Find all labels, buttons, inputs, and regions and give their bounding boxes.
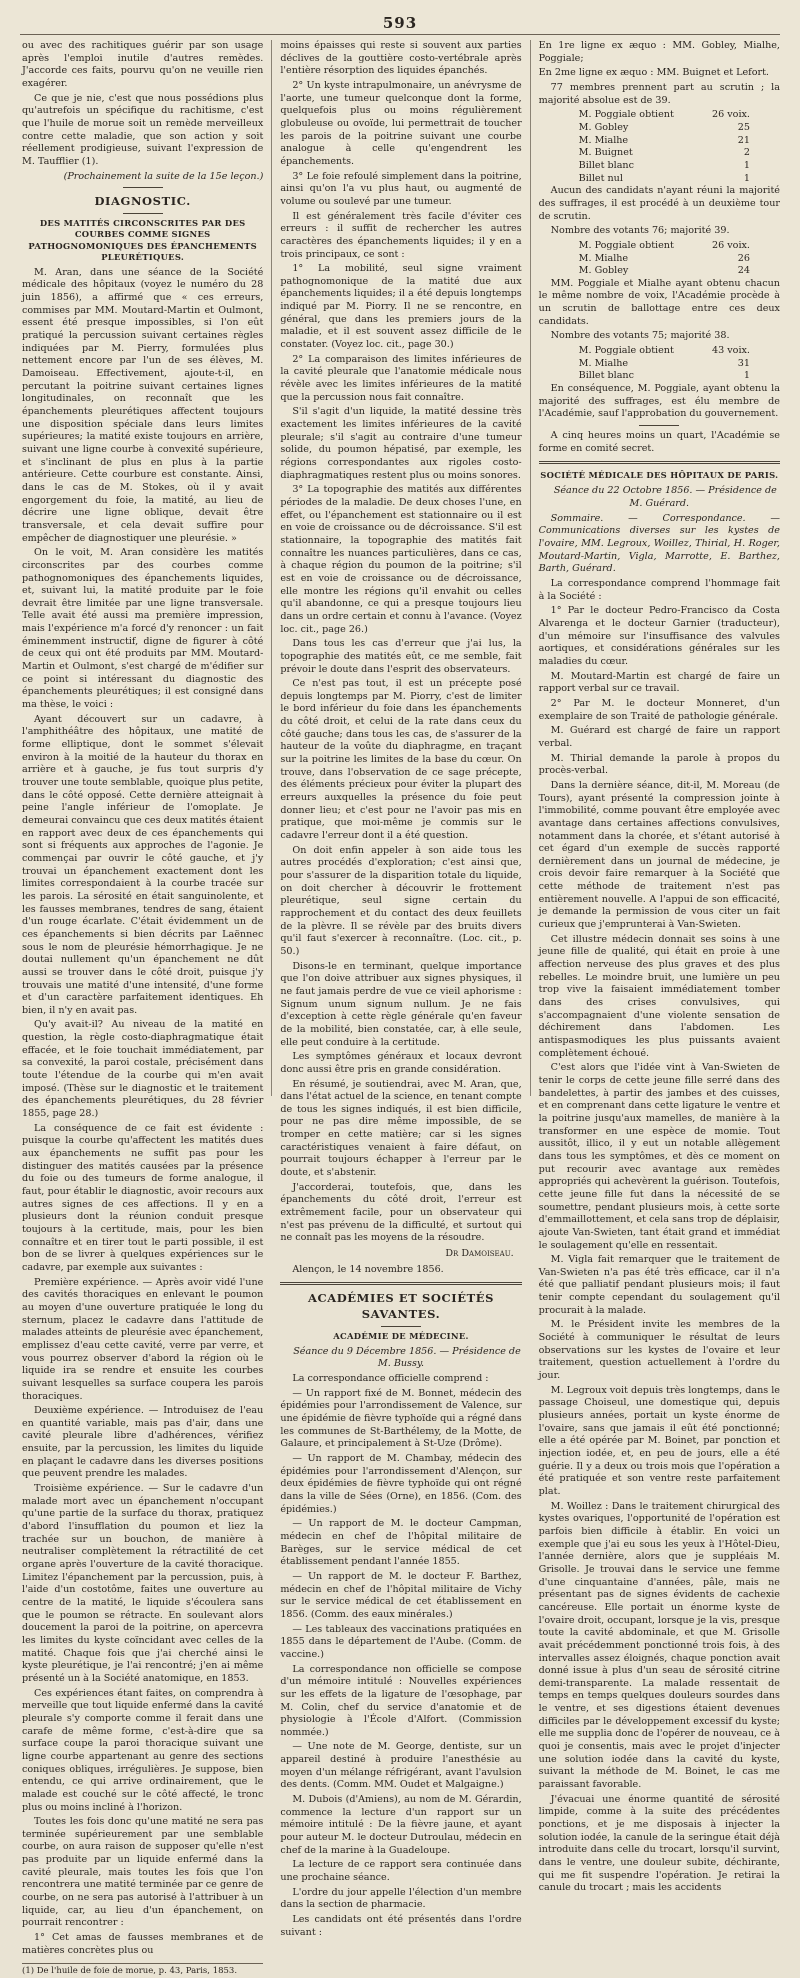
column-3 bbox=[530, 40, 780, 1894]
paragraph: 2° Par M. le docteur Monneret, d'un exemplaire de son Traité de pathologie générale. bbox=[538, 697, 780, 722]
paragraph: M. Vigla fait remarquer que le traitement de Van-Swieten n'a pas été très efficace, car il n'a été que palliatif pendant plusieurs mois; il faut tenir compte cependant du soulagement qu'il procurait à la malade. bbox=[538, 1254, 780, 1316]
paragraph: 1° Par le docteur Pedro-Francisco da Costa Alvarenga et le docteur Garnier (traducteur), d'un mémoire sur l'insuffisance des valvules aortiques, et considérations générales sur les maladies du cœur. bbox=[538, 605, 780, 667]
paragraph: J'évacuai une énorme quantité de sérosité limpide, comme à la suite des précédentes ponctions, et je me disposais à injecter la solution iodée, la canule de la seringue était déjà introduite dans celle du trocart, lorsqu'il survint, dans le ventre, une douleur subite, déchirante, qui me fit suspendre l'opération. Je retirai la canule du trocart ; mais les accidents bbox=[538, 1793, 780, 1894]
divider bbox=[381, 1326, 421, 1327]
paragraph: Nombre des votants 75; majorité 38. bbox=[550, 330, 730, 342]
paragraph: La correspondance non officielle se compose d'un mémoire intitulé : Nouvelles expériences sur les effets de la ligature de l'œsophage, par M. Colin, chef du service d'anatomie et de physiologie à l'École d'Alfort. (Commission nommée.) bbox=[280, 1663, 522, 1738]
paragraph: — Une note de M. George, dentiste, sur un appareil destiné à produire l'anesthésie au moyen d'un mélange réfrigérant, avant l'avulsion des dents. (Comm. MM. Oudet et Malgaigne.) bbox=[280, 1741, 522, 1791]
paragraph: La conséquence de ce fait est évidente : puisque la courbe qu'affectent les matités dues aux épanchements ne suffit pas pour les distinguer des matités causées par la présence du foie ou des tumeurs de forme analogue, il faut, pour établir le diagnostic, avoir recours aux autres signes de ces affections. Il y en a plusieurs dont la réunion conduit presque toujours à la certitude, mais, pour les bien connaître et en tirer tout le parti possible, il est bon de se livrer à quelques expériences sur le cadavre, par exemple aux suivantes : bbox=[22, 1122, 264, 1273]
vote-row: M. Mialhe 26 bbox=[578, 252, 750, 264]
paragraph: C'est alors que l'idée vint à Van-Swieten de tenir le corps de cette jeune fille serré dans des bandelettes, à partir des jambes et des cuisses, et en comprenant dans cette ligature le ventre et la poitrine jusqu'aux mamelles, de manière à la transformer en une espèce de momie. Tout aussitôt, illico, il y eut un notable allègement dans tous les symptômes, et dès ce moment on put recourir avec avantage aux remèdes appropriés qui achevèrent la guérison. Toutefois, cette jeune fille fut dans la nécessité de se soumettre, pendant plusieurs mois, à cette sorte d'emmaillottement, et cela sans trop de déplaisir, ajoute Van-Swieten, tant était grand et immédiat le soulagement qu'elle en ressentait. bbox=[538, 1062, 780, 1251]
paragraph: 3° La topographie des matités aux différentes périodes de la maladie. De deux choses l'une, en effet, ou l'épanchement est stationnaire ou il est en voie de croissance ou de décroissance. S'il est stationnaire, la topographie des matités fait connaître les nuances particulières, dans ce cas, à chaque région du poumon de la poitrine; s'il est en voie de croissance ou de décroissance, elle montre les régions qu'il envahit ou celles qu'il abandonne, ce qui a presque toujours lieu dans un ordre certain et connu à l'avance. (Voyez loc. cit., page 26.) bbox=[280, 484, 522, 635]
paragraph: Dans la dernière séance, dit-il, M. Moreau (de Tours), ayant présenté la compression jointe à l'immobilité, comme pouvant être employée avec avantage dans certaines affections convulsives, notamment dans la chorée, et s'étant autorisé à cet égard d'un exemple de succès rapporté dernièrement dans un journal de médecine, je crois devoir faire remarquer à la Société que cette méthode de traitement n'est pas entièrement nouvelle. A l'appui de son efficacité, je demande la permission de vous citer un fait curieux que j'emprunterai à Van-Swieten. bbox=[538, 779, 780, 931]
session-line: Séance du 9 Décembre 1856. — Présidence de M. Bussy. bbox=[293, 1345, 521, 1370]
paragraph: MM. Poggiale et Mialhe ayant obtenu chacun le même nombre de voix, l'Académie procède à un scrutin de ballottage entre ces deux candidats. bbox=[538, 277, 780, 327]
paragraph: M. Aran, dans une séance de la Société médicale des hôpitaux (voyez le numéro du 28 juin 1856), a affirmé que « ces erreurs, commises par MM. Moutard-Martin et Oulmont, essent été presque impossibles, si l'on eût pratiqué la percussion suivant certaines règles indiquées par M. Pierry, formulées plus nettement encore par l'un de ses élèves, M. Damoiseau. Effectivement, ajoute-t-il, en percutant la poitrine suivant certaines lignes longitudinales, on reconnaît que les épanchements pleurétiques affectent toujours une disposition spéciale dans leurs limites supérieures; la matité existe toujours en arrière, suivant une ligne courbe à convexité supérieure, et s'inclinant de plus en plus à la partie antérieure. Cette courbure est constante. Ainsi, dans le cas de M. Stokes, où il y avait engorgement du foie, la matité, au lieu de décrire une ligne oblique, devait être transversale, et cela devait suffire pour empêcher de diagnostiquer une pleurésie. » bbox=[22, 266, 264, 544]
vote-row: M. Poggiale obtient 43 voix. bbox=[578, 345, 750, 357]
divider bbox=[123, 213, 163, 214]
vote-row: M. Buignet 2 bbox=[578, 147, 750, 159]
paragraph: On le voit, M. Aran considère les matités circonscrites par des courbes comme pathognomoniques des épanchements liquides, et, suivant lui, la matité produite par le foie devrait être limitée par une ligne transversale. Telle avait été aussi ma première impression, mais l'expérience m'a forcé d'y renoncer : un fait éminemment instructif, digne de figurer à côté de ceux qui ont été produits par MM. Moutard-Martin et Oulmont, s'est chargé de m'édifier sur ce point si intéressant du diagnostic des épanchements pleurétiques; il est consigné dans ma thèse, le voici : bbox=[22, 547, 264, 711]
vote-row: M. Poggiale obtient 26 voix. bbox=[578, 239, 750, 251]
paragraph: Toutes les fois donc qu'une matité ne sera pas terminée supérieurement par une semblable courbe, on aura raison de supposer qu'elle n'est pas produite par un liquide enfermé dans la cavité pleurale, mais toutes les fois que l'on rencontrera une matité terminée par ce genre de courbe, on ne sera pas autorisé à l'attribuer à un liquide, car, au lieu d'un épanchement, on pourrait rencontrer : bbox=[22, 1816, 264, 1929]
divider bbox=[539, 461, 780, 464]
paragraph: — Les tableaux des vaccinations pratiquées en 1855 dans le département de l'Aube. (Comm. de vaccine.) bbox=[280, 1623, 522, 1660]
continuation-note: (Prochainement la suite de la 15e leçon.) bbox=[63, 170, 264, 182]
columns bbox=[22, 40, 780, 1977]
paragraph: — Un rapport de M. le docteur F. Barthez, médecin en chef de l'hôpital militaire de Vichy sur le service médical de cet établissement en 1856. (Comm. des eaux minérales.) bbox=[280, 1570, 522, 1620]
vote-row: M. Gobley 24 bbox=[578, 265, 750, 277]
paragraph: Les candidats ont été présentés dans l'ordre suivant : bbox=[280, 1914, 522, 1938]
paragraph: M. Guérard est chargé de faire un rapport verbal. bbox=[538, 725, 780, 749]
paragraph: M. Legroux voit depuis très longtemps, dans le passage Choiseul, une domestique qui, depuis plusieurs années, portait un kyste énorme de l'ovaire, sans que jamais il eût été ponctionné; elle a été opérée par M. Boinet, par ponction et injection iodée, et, en peu de jours, elle a été guérie. Il y a deux ou trois mois que l'opération a été pratiquée et son ventre reste parfaitement plat. bbox=[538, 1384, 780, 1497]
paragraph: M. Woillez : Dans le traitement chirurgical des kystes ovariques, l'opportunité de l'opération est parfois bien difficile à établir. En voici un exemple que j'ai eu sous les yeux à l'Hôtel-Dieu, l'année dernière, alors que je suppléais M. Grisolle. Je trouvai dans le service une femme d'une cinquantaine d'années, pâle, mais ne présentant pas de signes évidents de cachexie cancéreuse. Elle portait un énorme kyste de l'ovaire droit, occupant, lorsque je la vis, presque toute la cavité abdominale, et que M. Grisolle avait précédemment ponctionné trois fois, à des intervalles assez éloignés, chaque ponction avait donné issue à plus d'un seau de sérosité citrine demi-transparente. La malade ressentait de temps en temps quelques douleurs sourdes dans le ventre, et ses digestions étaient devenues difficiles par le développement excessif du kyste; elle me supplia donc de l'opérer de nouveau, ce à quoi je consentis, mais avec le projet d'injecter une solution iodée dans la cavité du kyste, suivant la méthode de M. Boinet, le cas me paraissant favorable. bbox=[538, 1500, 780, 1791]
paragraph: 1° Cet amas de fausses membranes et de matières concrètes plus ou bbox=[22, 1932, 264, 1956]
header-rule bbox=[20, 34, 780, 35]
paragraph: La correspondance officielle comprend : bbox=[292, 1373, 489, 1385]
divider bbox=[280, 1282, 521, 1285]
session-line: Séance du 22 Octobre 1856. — Présidence de M. Guérard. bbox=[553, 485, 777, 510]
vote-row: Billet nul 1 bbox=[578, 172, 750, 184]
paragraph: En conséquence, M. Poggiale, ayant obtenu la majorité des suffrages, est élu membre de l'Académie, sauf l'approbation du gouvernement. bbox=[538, 383, 780, 420]
paragraph: Première expérience. — Après avoir vidé l'une des cavités thoraciques en enlevant le poumon au moyen d'une ouverture pratiquée le long du sternum, placez le cadavre dans l'attitude de malades atteints de pleurésie avec épanchement, emplissez d'eau cette cavité, verre par verre, et vous pourrez observer d'abord la région où le liquide ira se rendre et ensuite les courbes suivant lesquelles sa surface coupera les parois thoraciques. bbox=[22, 1276, 264, 1402]
paragraph: A cinq heures moins un quart, l'Académie se forme en comité secret. bbox=[538, 430, 780, 454]
paragraph: Cet illustre médecin donnait ses soins à une jeune fille de qualité, qui était en proie à une affection nerveuse des plus graves et des plus rebelles. Le moindre bruit, une lumière un peu trop vive la faisaient immédiatement tomber dans des crises convulsives, qui s'accompagnaient d'une violente sensation de déchirement dans l'abdomen. Les antispasmodiques les plus puissants avaient complètement échoué. bbox=[538, 933, 780, 1059]
vote-row: Billet blanc 1 bbox=[578, 159, 750, 171]
section-subtitle: DES MATITÉS CIRCONSCRITES PAR DES COURBES COMME SIGNES PATHOGNOMONIQUES DES ÉPANCHEMENTS PLEURÉTIQUES. bbox=[28, 218, 257, 262]
vote-tally-1 bbox=[539, 109, 780, 185]
paragraph: M. Dubois (d'Amiens), au nom de M. Gérardin, commence la lecture d'un rapport sur un mémoire intitulé : De la fièvre jaune, et ayant pour auteur M. le docteur Dutroulau, médecin en chef de la marine à la Guadeloupe. bbox=[280, 1794, 522, 1856]
paragraph: M. Thirial demande la parole à propos du procès-verbal. bbox=[538, 752, 780, 777]
vote-row: M. Gobley 25 bbox=[578, 121, 750, 133]
paragraph: S'il s'agit d'un liquide, la matité dessine très exactement les limites inférieures de la cavité pleurale; s'il s'agit au contraire d'une tumeur solide, du poumon hépatisé, par exemple, les régions correspondantes aux rigoles costo-diaphragmatiques restent plus ou moins sonores. bbox=[280, 406, 522, 481]
divider bbox=[123, 187, 163, 188]
paragraph: Qu'y avait-il? Au niveau de la matité en question, la règle costo-diaphragmatique était effacée, et le foie touchait immédiatement, par sa convexité, la paroi costale, précisément dans toute l'étendue de la courbe qui m'en avait imposé. (Thèse sur le diagnostic et le traitement des épanchements pleurétiques, du 28 février 1855, page 28.) bbox=[22, 1019, 264, 1120]
section-title: DIAGNOSTIC. bbox=[94, 194, 191, 209]
vote-tally-3 bbox=[539, 345, 780, 383]
paragraph: 2° Un kyste intrapulmonaire, un anévrysme de l'aorte, une tumeur quelconque dont la forme, quelquefois plus ou moins régulièrement globuleuse ou ovoïde, lui permettrait de toucher les parois de la poitrine suivant une courbe analogue à celle qu'engendrent les épanchements. bbox=[280, 79, 522, 167]
page-number: 593 bbox=[382, 14, 418, 32]
section-title: SOCIÉTÉ MÉDICALE DES HÔPITAUX DE PARIS. bbox=[540, 470, 779, 481]
paragraph: moins épaisses qui reste si souvent aux parties déclives de la gouttière costo-vertébrale après l'entière résorption des liquides épanchés. bbox=[280, 40, 522, 77]
paragraph: Ces expériences étant faites, on comprendra à merveille que tout liquide enfermé dans la cavité pleurale s'y comporte comme il ferait dans une carafe de même forme, c'est-à-dire que sa surface coupe la paroi thoracique suivant une ligne courbe appartenant au genre des sections coniques obliques, irrégulières. Je suppose, bien entendu, ce qui arrive ordinairement, que le malade est couché sur le côté affecté, le tronc plus ou moins incliné à l'horizon. bbox=[22, 1687, 264, 1813]
paragraph: Ce que je nie, c'est que nous possédions plus qu'autrefois un spécifique du rachitisme, c'est que l'huile de morue soit un remède merveilleux contre cette maladie, que son action y soit réellement prodigieuse, suivant l'expression de M. Taufflier (1). bbox=[22, 92, 264, 167]
author-signature: Dr Damoiseau. bbox=[445, 1248, 514, 1260]
paragraph: Nombre des votants 76; majorité 39. bbox=[550, 225, 730, 237]
paragraph: Deuxième expérience. — Introduisez de l'eau en quantité variable, mais pas d'air, dans une cavité pleurale libre d'adhérences, vérifiez ensuite, par la percussion, les limites du liquide en plaçant le cadavre dans les diverses positions que peuvent prendre les malades. bbox=[22, 1405, 264, 1480]
paragraph: Disons-le en terminant, quelque importance que l'on doive attribuer aux signes physiques, il ne faut jamais perdre de vue ce vieil aphorisme : Signum unum signum nullum. Je ne fais d'exception à cette règle générale qu'en faveur de la mobilité, bien constatée, car, à elle seule, elle peut conduire à la certitude. bbox=[280, 960, 522, 1048]
footnote: (1) De l'huile de foie de morue, p. 43, Paris, 1853. bbox=[22, 1963, 263, 1977]
divider bbox=[639, 425, 679, 426]
paragraph: M. le Président invite les membres de la Société à communiquer le résultat de leurs observations sur les kystes de l'ovaire et leur traitement, question actuellement à l'ordre du jour. bbox=[538, 1319, 780, 1382]
vote-row: Billet blanc 1 bbox=[578, 370, 750, 382]
paragraph: La correspondance comprend l'hommage fait à la Société : bbox=[538, 578, 780, 602]
paragraph: Aucun des candidats n'ayant réuni la majorité des suffrages, il est procédé à un deuxième tour de scrutin. bbox=[538, 185, 780, 222]
paragraph: M. Moutard-Martin est chargé de faire un rapport verbal sur ce travail. bbox=[538, 670, 780, 695]
vote-row: M. Mialhe 31 bbox=[578, 357, 750, 369]
paragraph: Les symptômes généraux et locaux devront donc aussi être pris en grande considération. bbox=[280, 1051, 522, 1075]
paragraph: Dans tous les cas d'erreur que j'ai lus, la topographie des matités eût, ce me semble, fait prévoir le doute dans l'esprit des observateurs. bbox=[280, 638, 522, 675]
paragraph: Troisième expérience. — Sur le cadavre d'un malade mort avec un épanchement n'occupant qu'une partie de la surface du thorax, pratiquez d'abord l'insufflation du poumon et liez la trachée sur un bouchon, de manière à neutraliser complètement la rétractilité de cet organe après l'ouverture de la cavité thoracique. Limitez l'épanchement par la percussion, puis, à l'aide d'un costotôme, faites une ouverture au centre de la matité, le liquide s'écoulera sans que le poumon se rétracte. En soulevant alors doucement la paroi de la poitrine, on apercevra les limites du kyste coïncidant avec celles de la matité. Chaque fois que j'ai cherché ainsi le kyste pleurétique, je l'ai rencontré; j'en ai même présenté un à la Société anatomique, en 1853. bbox=[22, 1483, 264, 1684]
paragraph: — Un rapport de M. le docteur Campman, médecin en chef de l'hôpital militaire de Barèges, sur le service médical de cet établissement pendant l'année 1855. bbox=[280, 1518, 522, 1568]
section-title: ACADÉMIES ET SOCIÉTÉS SAVANTES. bbox=[307, 1291, 495, 1321]
column-2 bbox=[271, 40, 522, 1938]
paragraph: En 1re ligne ex æquo : MM. Gobley, Mialhe, Poggiale; bbox=[538, 40, 780, 64]
vote-tally-2 bbox=[539, 240, 780, 278]
summary: Sommaire. — Correspondance. — Communications diverses sur les kystes de l'ovaire, MM. Legroux, Woillez, Thirial, H. Roger, Moutard-Martin, Vigla, Marrotte, E. Barthez, Barth, Guérard. bbox=[538, 512, 780, 575]
paragraph: — Un rapport de M. Chambay, médecin des épidémies pour l'arrondissement d'Alençon, sur deux épidémies de fièvre typhoïde qui ont régné dans la ville de Sées (Orne), en 1856. (Com. des épidémies.) bbox=[280, 1453, 522, 1515]
paragraph: En 2me ligne ex æquo : MM. Buignet et Lefort. bbox=[538, 67, 769, 79]
paragraph: 3° Le foie refoulé simplement dans la poitrine, ainsi qu'on l'a vu plus haut, ou augmenté de volume ou soulevé par une tumeur. bbox=[280, 170, 522, 207]
paragraph: L'ordre du jour appelle l'élection d'un membre dans la section de pharmacie. bbox=[280, 1886, 522, 1911]
paragraph: En résumé, je soutiendrai, avec M. Aran, que, dans l'état actuel de la science, en tenant compte de tous les signes indiqués, il est bien difficile, pour ne pas dire même impossible, de se tromper en cette matière; car si les signes caractéristiques venaient à faire défaut, on pourrait toujours échapper à l'erreur par le doute, et s'abstenir. bbox=[280, 1078, 522, 1179]
dateline: Alençon, le 14 novembre 1856. bbox=[292, 1263, 444, 1275]
column-1 bbox=[22, 40, 264, 1977]
paragraph: La lecture de ce rapport sera continuée dans une prochaine séance. bbox=[280, 1859, 522, 1884]
paragraph: 1° La mobilité, seul signe vraiment pathognomonique de la matité due aux épanchements liquides; il a été depuis longtemps indiqué par M. Piorry. Il ne se rencontre, en général, que dans les premiers jours de la maladie, et il est souvent assez difficile de le constater. (Voyez loc. cit., page 30.) bbox=[280, 263, 522, 351]
paragraph: Ayant découvert sur un cadavre, à l'amphithéâtre des hôpitaux, une matité de forme elliptique, dont le sommet s'élevait environ à la moitié de la hauteur du thorax en arrière et à gauche, je fus tout surpris d'y trouver une toute semblable, quoique plus petite, dans le côté opposé. Cette dernière atteignait à peine l'angle inférieur de l'omoplate. Je demeurai convaincu que ces deux matités étaient en rapport avec deux de ces épanchements qui sont si fréquents aux approches de l'agonie. Je commençai par ouvrir le côté gauche, et j'y trouvai un épanchement exactement dont les limites correspondaient à la courbe tracée sur les parois. La sérosité en était sanguinolente, et les fausses membranes, tendres de sang, étaient d'un rouge écarlate. C'était évidemment un de ces épanchements si bien décrits par Laënnec sous le nom de pleurésie hémorrhagique. Je ne doutai nullement qu'un épanchement ne dût aussi se trouver dans le côté droit, puisque j'y trouvais une matité d'une intensité, d'une forme et d'un caractère parfaitement identiques. Eh bien, il n'y en avait pas. bbox=[22, 713, 264, 1016]
paragraph: — Un rapport fixé de M. Bonnet, médecin des épidémies pour l'arrondissement de Valence, sur une épidémie de fièvre typhoïde qui a régné dans les communes de St-Barthélemy, de la Motte, de Galaure, et principalement à St-Uze (Drôme). bbox=[280, 1387, 522, 1450]
paragraph: 2° La comparaison des limites inférieures de la cavité pleurale que l'anatomie médicale nous révèle avec les limites inférieures de la matité que la percussion nous fait connaître. bbox=[280, 353, 522, 403]
vote-row: M. Mialhe 21 bbox=[578, 134, 750, 146]
vote-row: M. Poggiale obtient 26 voix. bbox=[578, 109, 750, 121]
paragraph: ou avec des rachitiques guérir par son usage après l'emploi inutile d'autres remèdes. J'accorde ces faits, pourvu qu'on ne veuille rien exagérer. bbox=[22, 40, 264, 89]
paragraph: Ce n'est pas tout, il est un précepte posé depuis longtemps par M. Piorry, c'est de limiter le bord inférieur du foie dans les épanchements du côté droit, et celui de la rate dans ceux du côté gauche; dans tous les cas, de s'assurer de la hauteur de la voûte du diaphragme, en traçant sur la poitrine les limites de la base du cœur. On trouve, dans l'observation de ce sage précepte, des éléments précieux pour éviter la plupart des erreurs auxquelles la présence du foie peut donner lieu; et c'est pour ne l'avoir pas mis en pratique, que moi-même je commis sur le cadavre l'erreur dont il a été question. bbox=[280, 678, 522, 842]
subsection-title: ACADÉMIE DE MÉDECINE. bbox=[333, 1330, 469, 1341]
paragraph: On doit enfin appeler à son aide tous les autres procédés d'exploration; c'est ainsi que, pour s'assurer de la disparition totale du liquide, on doit chercher à découvrir le frottement pleurétique, seul signe certain du rapprochement et du contact des deux feuillets de la plèvre. Il se révèle par des bruits divers qu'il faut s'exercer à reconnaître. (Loc. cit., p. 50.) bbox=[280, 844, 522, 957]
paragraph: J'accorderai, toutefois, que, dans les épanchements du côté droit, l'erreur est extrêmement facile, pour un observateur qui n'est pas prévenu de la difficulté, et surtout qui ne connaît pas les moyens de la résoudre. bbox=[280, 1181, 522, 1244]
paragraph: 77 membres prennent part au scrutin ; la majorité absolue est de 39. bbox=[538, 81, 780, 106]
paragraph: Il est généralement très facile d'éviter ces erreurs : il suffit de rechercher les autres caractères des épanchements liquides; il y en a trois principaux, ce sont : bbox=[280, 210, 522, 260]
